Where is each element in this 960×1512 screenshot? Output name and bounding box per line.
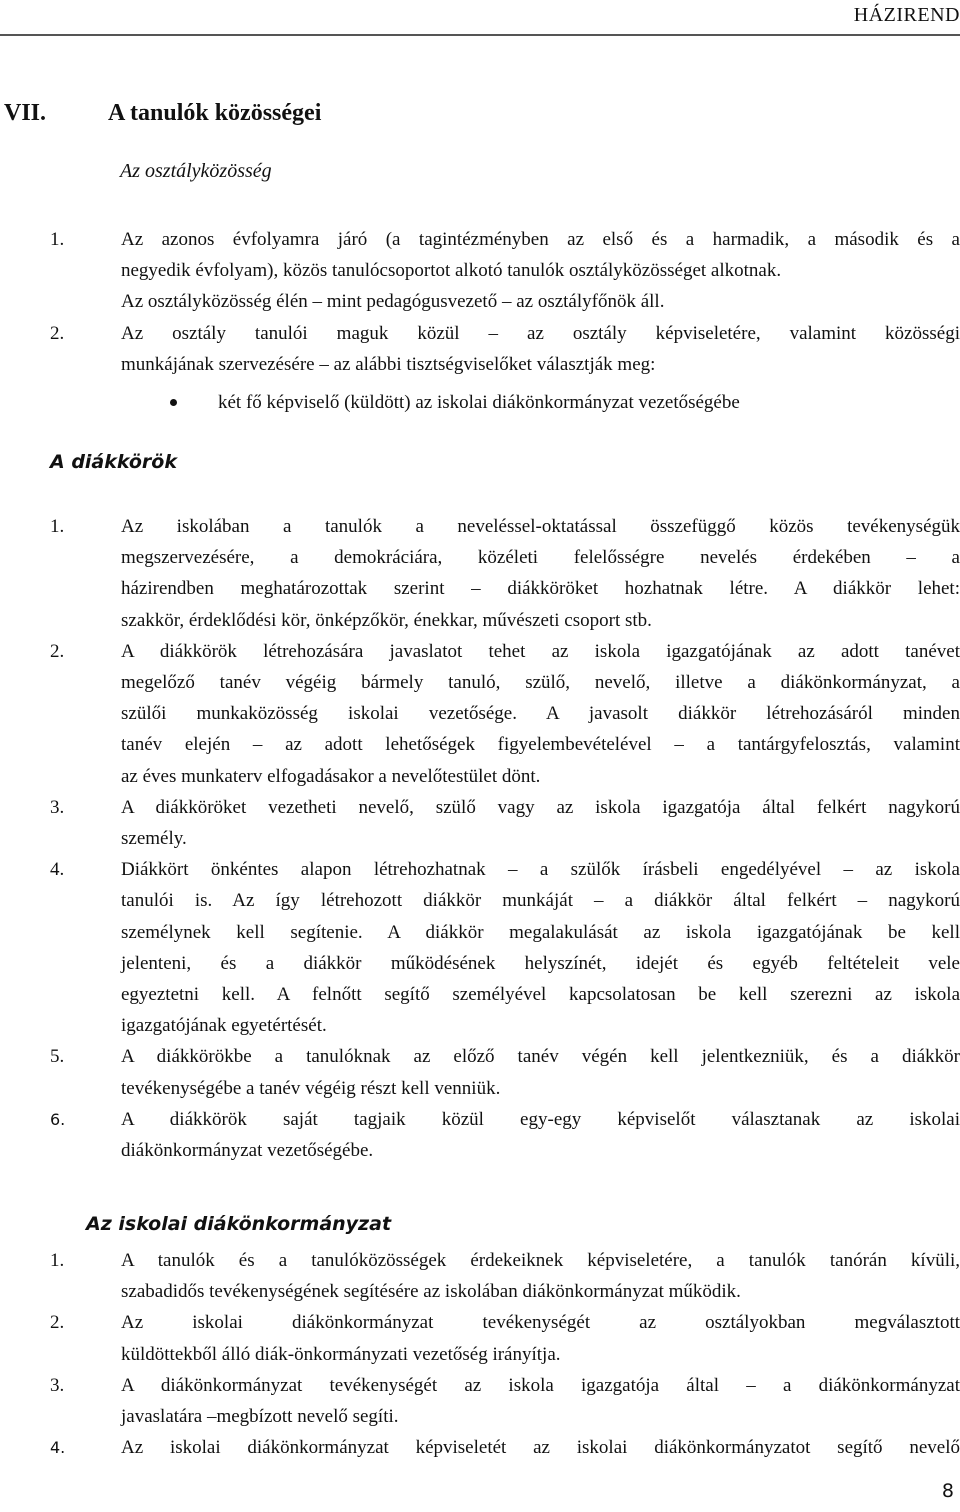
list-item [0, 224, 960, 318]
item-line: munkájának szervezésére – az alábbi tisztségviselőket választják meg: [121, 353, 656, 375]
list-item [0, 1041, 960, 1103]
section1-list [0, 224, 960, 380]
item-line: A diákkörök saját tagjaik közül egy-egy képviselőt választanak az iskolai [121, 1108, 960, 1130]
list-item [0, 1370, 960, 1432]
item-line: A tanulók és a tanulóközösségek érdekeiknek képviseletére, a tanulók tanórán kívüli, [121, 1250, 960, 1271]
page-number: 8 [941, 1480, 954, 1502]
chapter-number: VII. [4, 100, 47, 126]
item-number: 4. [50, 859, 65, 881]
item-number: 5. [50, 1046, 65, 1068]
list-item [0, 854, 960, 1041]
item-line: Az iskolai diákönkormányzat képviseletét az iskolai diákönkormányzatot segítő nevelő [121, 1437, 960, 1459]
item-line: javaslatára –megbízott nevelő segíti. [121, 1406, 399, 1428]
item-line: személy. [121, 828, 187, 850]
section2-list [0, 511, 960, 1166]
item-line: igazgatójának egyetértését. [121, 1015, 327, 1037]
item-number: 1. [50, 1250, 65, 1271]
item-line: szakkör, érdeklődési kör, önképzőkör, énekkar, művészeti csoport stb. [121, 609, 652, 631]
item-line: A diákkörök létrehozására javaslatot tehet az iskola igazgatójának az adott tanévet [121, 640, 960, 662]
item-number: 1. [50, 516, 65, 537]
page-header [0, 4, 960, 36]
section-title-diakkorok: A diákkörök [50, 451, 177, 473]
item-line: megszervezésére, a demokráciára, közéleti felelősségre nevelés érdekében – a [121, 547, 960, 569]
item-number: 2. [50, 640, 65, 662]
list-item [0, 1104, 960, 1166]
item-line: A diákönkormányzat tevékenységét az iskola igazgatója által – a diákönkormányzat [121, 1374, 960, 1396]
section3-list [0, 1245, 960, 1463]
item-line: Az iskolai diákönkormányzat tevékenységét az osztályokban megválasztott [121, 1312, 960, 1334]
item-line: házirendben meghatározottak szerint – diákköröket hozhatnak létre. A diákkör lehet: [121, 578, 960, 600]
item-line: A diákköröket vezetheti nevelő, szülő vagy az iskola igazgatója által felkért nagykorú [121, 796, 960, 818]
item-line: személynek kell segítenie. A diákkör megalakulását az iskola igazgatójának be kell [121, 921, 960, 943]
item-number: 4. [50, 1438, 66, 1458]
item-line: az éves munkaterv elfogadásakor a nevelőtestület dönt. [121, 765, 541, 787]
list-item [0, 511, 960, 636]
item-line: jelenteni, és a diákkör működésének helyszínét, idejét és egyéb feltételeit vele [121, 952, 960, 974]
item-line: megelőző tanév végéig bármely tanuló, szülő, nevelő, illetve a diákönkormányzat, a [121, 672, 960, 694]
item-number: 6. [50, 1109, 66, 1129]
item-line: diákönkormányzat vezetőségébe. [121, 1140, 374, 1162]
item-line: tanulói is. Az így létrehozott diákkör munkáját – a diákkör által felkért – nagykorú [121, 890, 960, 912]
list-item [0, 318, 960, 380]
item-line: tevékenységébe a tanév végéig részt kell venniük. [121, 1077, 501, 1099]
bullet-text: két fő képviselő (küldött) az iskolai diákönkormányzat vezetőségébe [218, 392, 740, 413]
item-line: szülői munkaközösség iskolai vezetősége. A javasolt diákkör létrehozásáról minden [121, 703, 960, 725]
item-number: 3. [50, 796, 65, 818]
section-title-diakonkormanyzat: Az iskolai diákönkormányzat [86, 1213, 392, 1235]
item-line: negyedik évfolyam), közös tanulócsoportot alkotó tanulók osztályközösséget alkotnak. [121, 260, 782, 282]
chapter-title: A tanulók közösségei [108, 100, 322, 126]
item-line: szabadidős tevékenységének segítésére az iskolában diákönkormányzat működik. [121, 1281, 741, 1303]
item-number: 2. [50, 1312, 65, 1334]
item-line: A diákkörökbe a tanulóknak az előző tanév végén kell jelentkezniük, és a diákkör [121, 1046, 960, 1068]
item-line: Az osztály tanulói maguk közül – az osztály képviseletére, valamint közösségi [121, 322, 960, 344]
list-item [0, 1245, 960, 1307]
list-item [0, 636, 960, 792]
section-title-osztalykozosseg: Az osztályközösség [120, 160, 272, 182]
list-item [0, 1432, 960, 1463]
item-line: egyeztetni kell. A felnőtt segítő személyével kapcsolatosan be kell szerezni az iskola [121, 984, 960, 1006]
item-number: 3. [50, 1374, 65, 1396]
item-number: 1. [50, 229, 65, 250]
item-number: 2. [50, 322, 65, 344]
item-line: tanév elején – az adott lehetőségek figyelembevételével – a tantárgyfelosztás, valamint [121, 734, 960, 756]
item-line: küldöttekből álló diák-önkormányzati vezetőség irányítja. [121, 1343, 561, 1365]
bullet-icon [170, 399, 177, 406]
item-line: Az iskolában a tanulók a neveléssel-oktatással összefüggő közös tevékenységük [121, 516, 960, 537]
item-line: Az azonos évfolyamra járó (a tagintézményben az első és a harmadik, a második és a [121, 229, 960, 250]
item-line: Diákkört önkéntes alapon létrehozhatnak – a szülők írásbeli engedélyével – az iskola [121, 859, 960, 881]
item-line: Az osztályközösség élén – mint pedagógusvezető – az osztályfőnök áll. [121, 291, 665, 313]
list-item [0, 792, 960, 854]
list-item [0, 1307, 960, 1369]
header-title: HÁZIREND [853, 4, 960, 26]
